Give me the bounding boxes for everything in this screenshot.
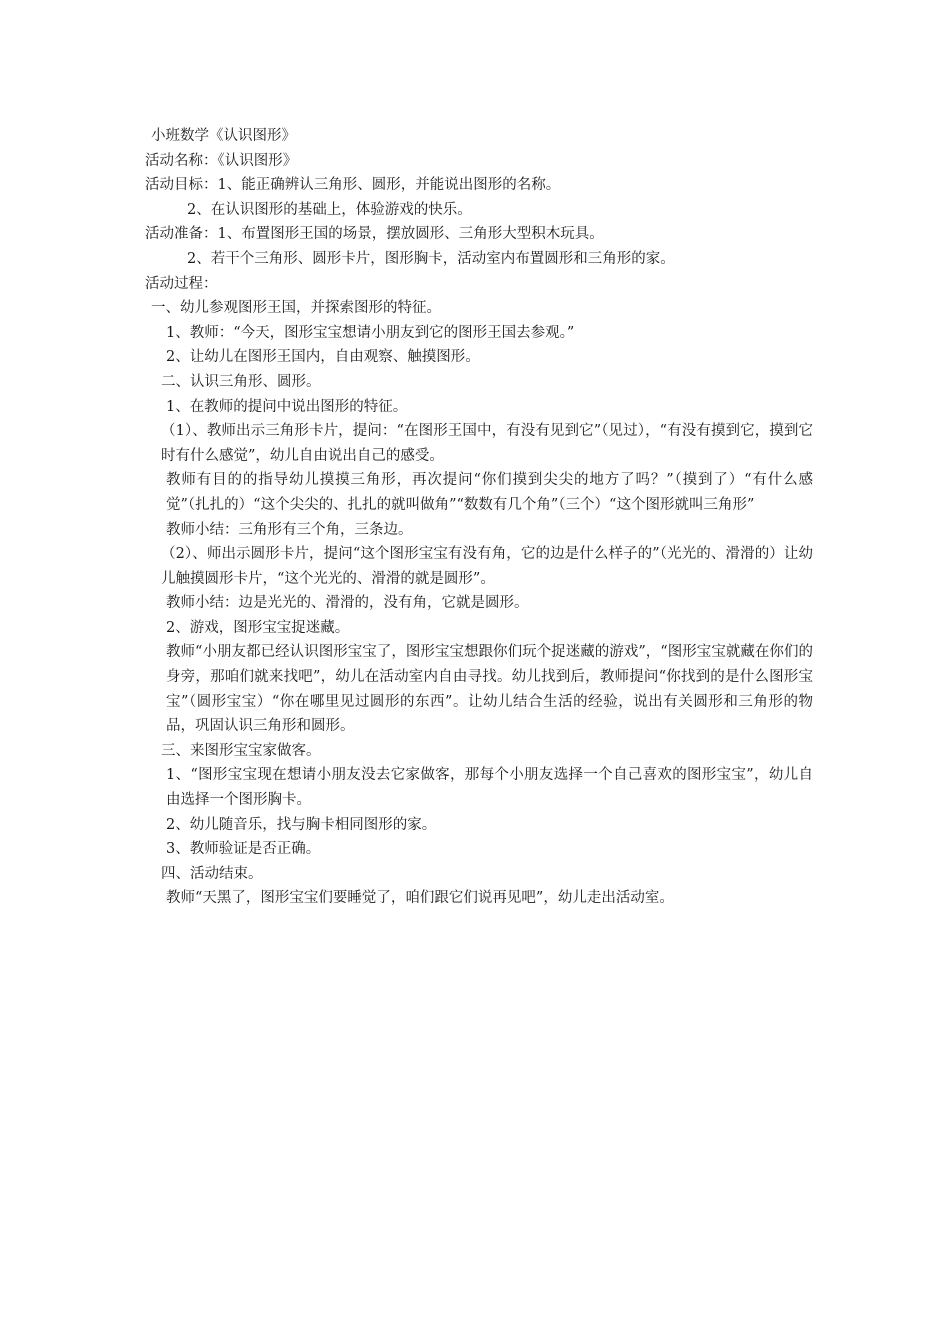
text-line: 活动过程： — [145, 275, 218, 292]
paragraph: 教师“小朋友都已经认识图形宝宝了，图形宝宝想跟你们玩个捉迷藏的游戏”，“图形宝宝就藏在你们的身旁，那咱们就来找吧”，幼儿在活动室内自由寻找。幼儿找到后，教师提问“你找到的是什么图形宝宝”（圆形宝宝）“你在哪里见过圆形的东西”。让幼儿结合生活的经验，说出有关圆形和三角形的物品，巩固认识三角形和圆形。 — [166, 644, 813, 735]
text-line: 2、让幼儿在图形王国内，自由观察、触摸图形。 — [166, 349, 480, 366]
document-body — [145, 149, 813, 911]
text-line: 2、在认识图形的基础上，体验游戏的快乐。 — [187, 201, 472, 218]
paragraph: 1、“图形宝宝现在想请小朋友没去它家做客，那每个小朋友选择一个自己喜欢的图形宝宝”，幼儿自由选择一个图形胸卡。 — [166, 767, 813, 809]
text-line: 三、来图形宝宝家做客。 — [161, 742, 321, 759]
text-line: 2、游戏，图形宝宝捉迷藏。 — [166, 619, 350, 636]
text-line: 一、幼儿参观图形王国，并探索图形的特征。 — [151, 300, 441, 317]
document-title: 小班数学《认识图形》 — [151, 128, 296, 144]
text-line: 1、在教师的提问中说出图形的特征。 — [166, 398, 408, 415]
text-line: 2、幼儿随音乐，找与胸卡相同图形的家。 — [166, 816, 437, 833]
text-line: 教师小结：边是光光的、滑滑的，没有角，它就是圆形。 — [166, 595, 529, 612]
text-line: 四、活动结束。 — [161, 865, 263, 882]
text-line: 活动目标：1、能正确辨认三角形、圆形，并能说出图形的名称。 — [145, 177, 561, 194]
paragraph: （1）、教师出示三角形卡片，提问：“在图形王国中，有没有见到它”（见过），“有没有摸到它，摸到它时有什么感觉”，幼儿自由说出自己的感受。 — [161, 423, 813, 464]
text-line: 教师“天黑了，图形宝宝们要睡觉了，咱们跟它们说再见吧”，幼儿走出活动室。 — [166, 890, 674, 907]
text-line: 二、认识三角形、圆形。 — [161, 373, 321, 390]
text-line: 活动准备：1、布置图形王国的场景，摆放圆形、三角形大型积木玩具。 — [145, 226, 604, 243]
paragraph: （2）、师出示圆形卡片，提问“这个图形宝宝有没有角，它的边是什么样子的”（光光的、滑滑的）让幼儿触摸圆形卡片，“这个光光的、滑滑的就是圆形”。 — [161, 546, 813, 587]
text-line: 活动名称：《认识图形》 — [145, 152, 298, 169]
text-line: 1、教师：“今天，图形宝宝想请小朋友到它的图形王国去参观。” — [166, 324, 575, 341]
text-line: 2、若干个三角形、圆形卡片，图形胸卡，活动室内布置圆形和三角形的家。 — [187, 250, 675, 267]
paragraph: 教师有目的的指导幼儿摸摸三角形，再次提问“你们摸到尖尖的地方了吗？”（摸到了）“有什么感觉”（扎扎的）“这个尖尖的、扎扎的就叫做角”“数数有几个角”（三个）“这个图形就叫三角形” — [166, 472, 813, 513]
document-page — [145, 124, 813, 911]
text-line: 教师小结：三角形有三个角，三条边。 — [166, 521, 413, 538]
text-line: 3、教师验证是否正确。 — [166, 841, 321, 858]
